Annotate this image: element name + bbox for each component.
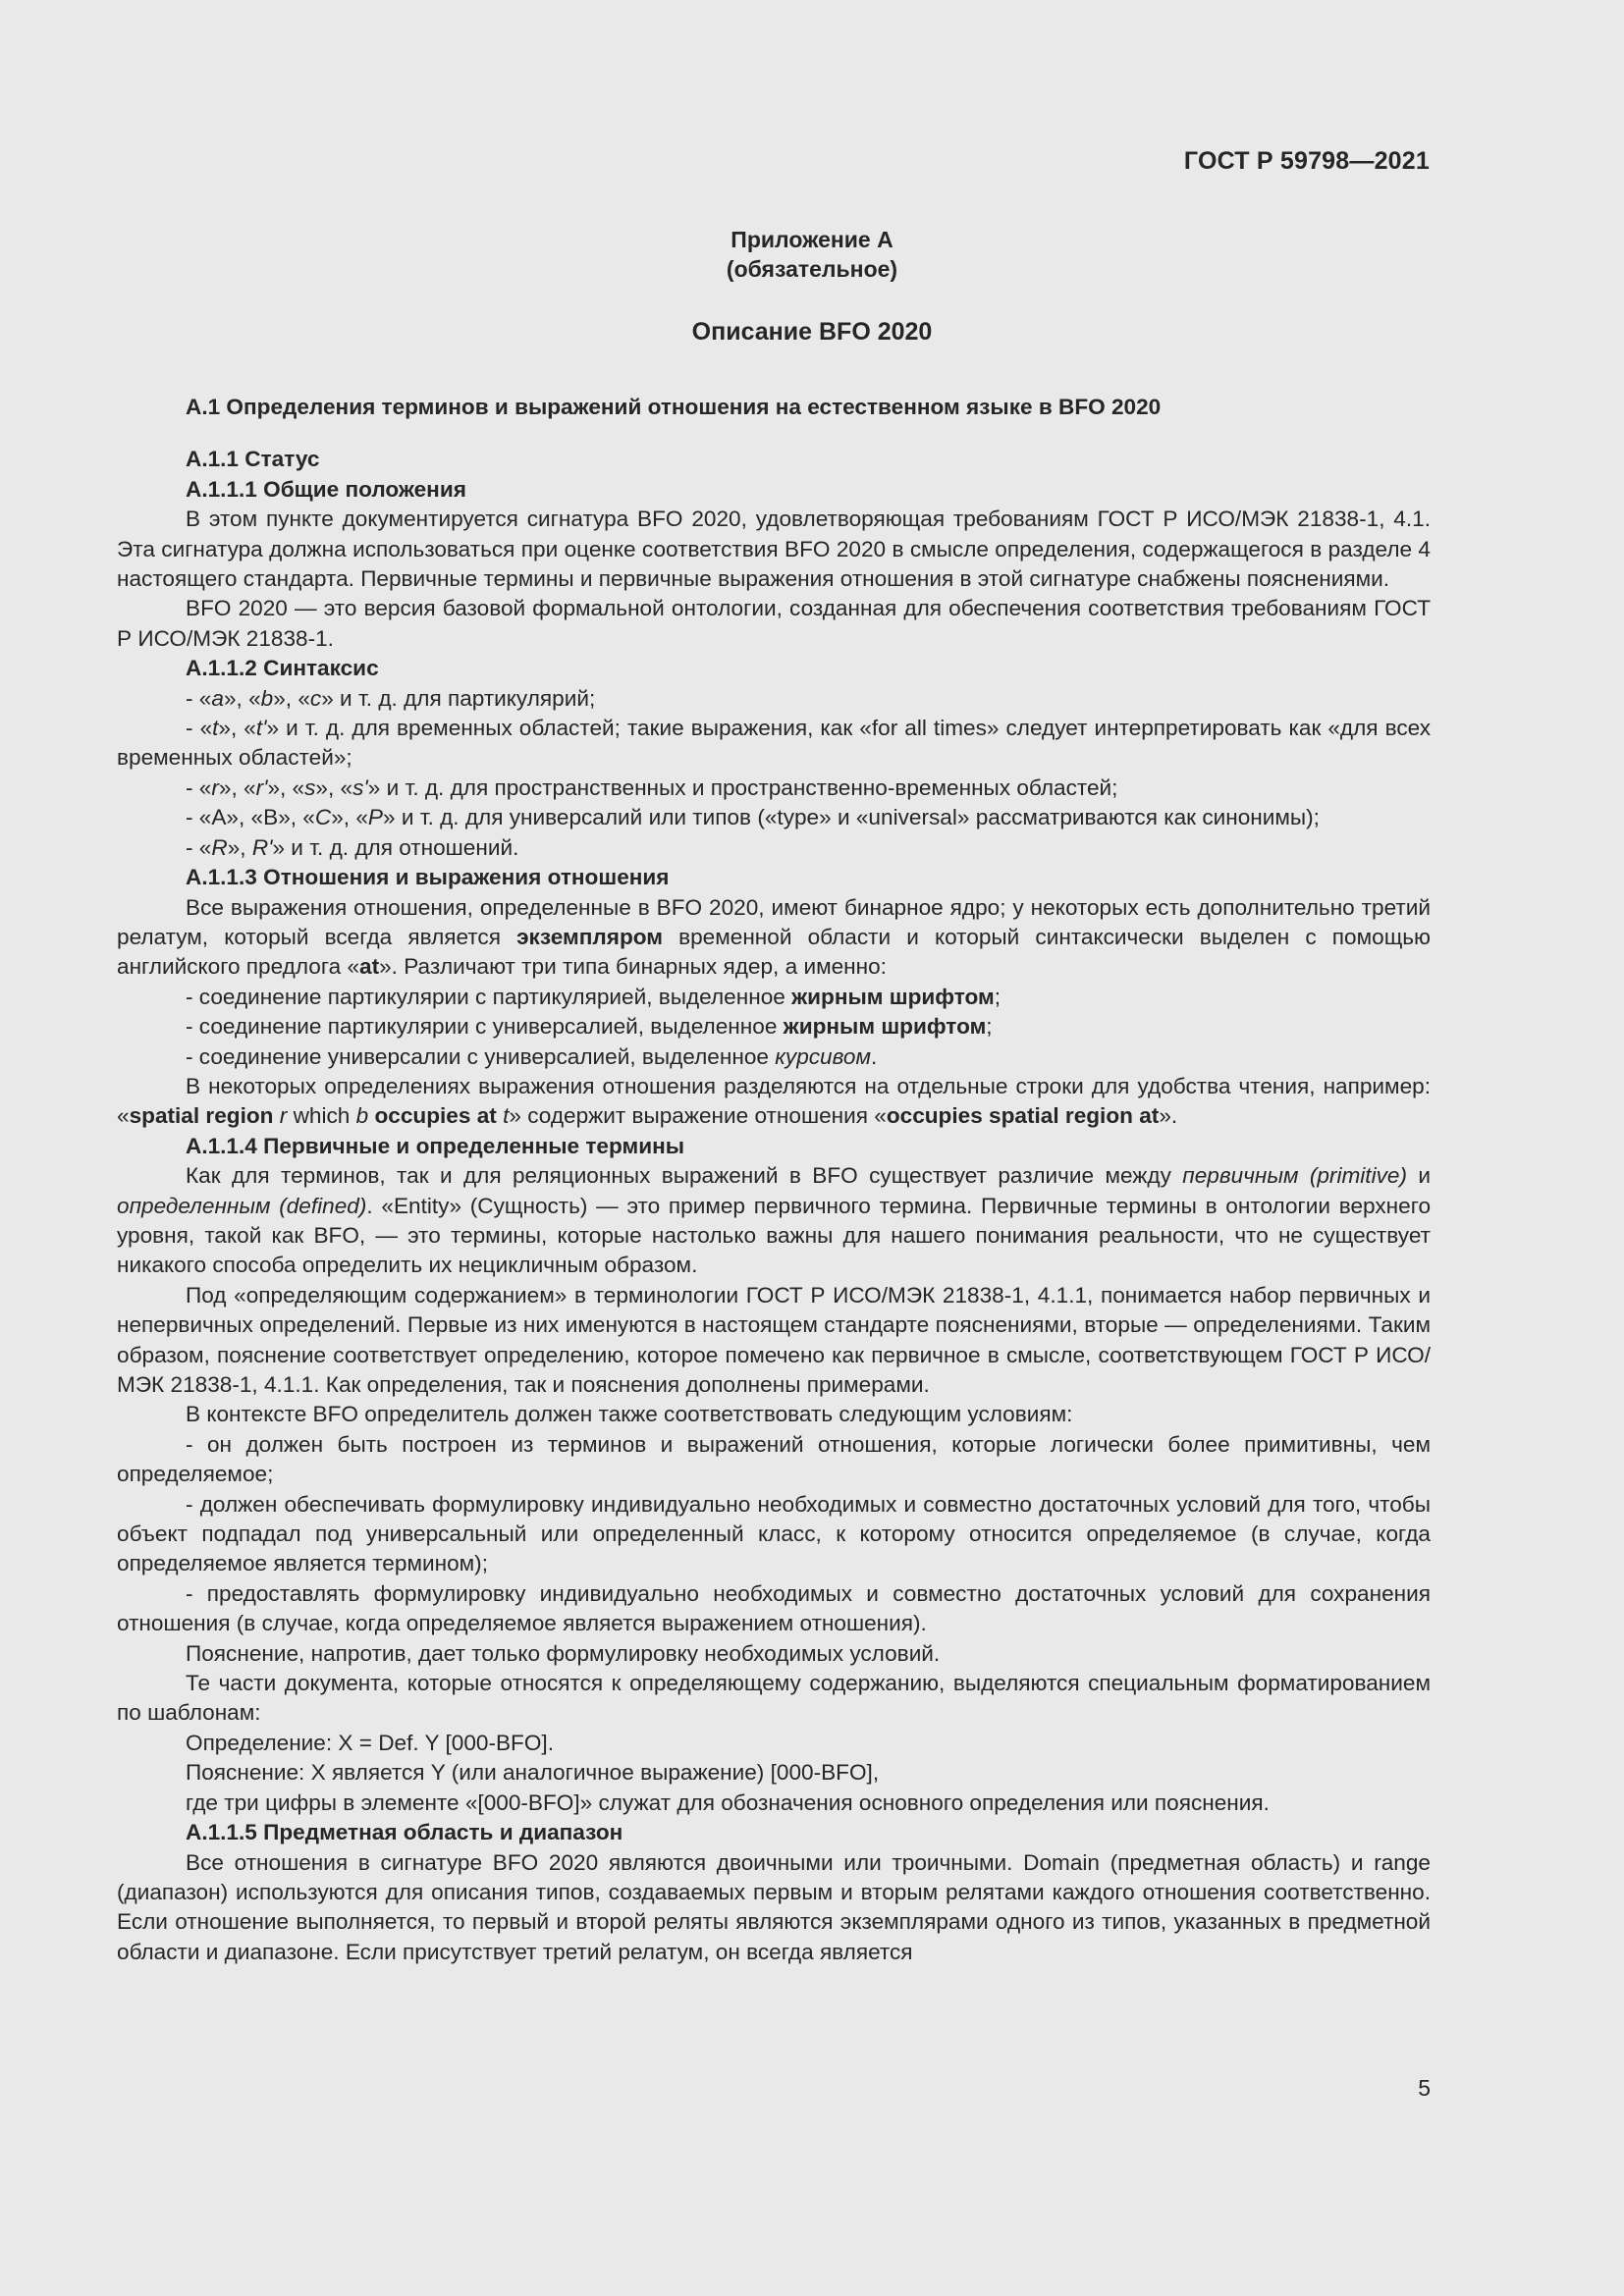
- paragraph: - предоставлять формулировку индивидуально необходимых и совместно достаточных условий для сохранения отношения (в случае, когда определяемое является выражением отношения).: [117, 1580, 1431, 1636]
- document-body: [117, 393, 1431, 1967]
- list-item: - соединение партикулярии с универсалией, выделенное жирным шрифтом;: [186, 1014, 993, 1040]
- paragraph: В контексте BFO определитель должен также соответствовать следующим условиям:: [186, 1402, 1073, 1427]
- paragraph: Все выражения отношения, определенные в BFO 2020, имеют бинарное ядро; у некоторых есть дополнительно третий релатум, который всегда является экземпляром временной области и который синтаксически выделен с помощью английского предлога «at». Различают три типа бинарных ядер, а именно:: [117, 894, 1432, 980]
- paragraph: Пояснение, напротив, дает только формулировку необходимых условий.: [186, 1640, 941, 1666]
- syntax-item: - «t», «t'» и т. д. для временных областей; такие выражения, как «for all times» следует интерпретировать как «для всех временных областей»;: [117, 716, 1431, 771]
- section-heading-a114: А.1.1.4 Первичные и определенные термины: [186, 1133, 685, 1158]
- paragraph: Те части документа, которые относятся к определяющему содержанию, выделяются специальным форматированием по шаблонам:: [117, 1671, 1431, 1726]
- page-number: 5: [1418, 2075, 1431, 2101]
- document-number: ГОСТ Р 59798—2021: [1183, 147, 1430, 175]
- annex-status: (обязательное): [726, 256, 898, 282]
- list-item: - соединение универсалии с универсалией, выделенное курсивом.: [186, 1043, 878, 1069]
- paragraph: Под «определяющим содержанием» в терминологии ГОСТ Р ИСО/МЭК 21838-1, 4.1.1, понимается набор первичных и непервичных определений. Первые из них именуются в настоящем стандарте пояснениями, вторые — определениями. Таким образом, пояснение соответствует определению, которое помечено как первичное в смысле, соответствующем ГОСТ Р ИСО/МЭК 21838-1, 4.1.1. Как определения, так и пояснения дополнены примерами.: [117, 1282, 1431, 1397]
- section-heading-a112: А.1.1.2 Синтаксис: [186, 656, 379, 681]
- paragraph: BFO 2020 — это версия базовой формальной онтологии, созданная для обеспечения соответствия требованиям ГОСТ Р ИСО/МЭК 21838-1.: [117, 596, 1431, 651]
- section-heading-a113: А.1.1.3 Отношения и выражения отношения: [186, 865, 670, 890]
- paragraph: Как для терминов, так и для реляционных выражений в BFO существует различие между первичным (primitive) и определенным (defined). «Entity» (Сущность) — это пример первичного термина. Первичные термины в онтологии верхнего уровня, такой как BFO, — это термины, которые настолько важны для нашего понимания реальности, что не существует никакого способа определить их нецикличным образом.: [117, 1163, 1432, 1278]
- syntax-item: - «R», R'» и т. д. для отношений.: [186, 834, 519, 860]
- paragraph: - должен обеспечивать формулировку индивидуально необходимых и совместно достаточных условий для того, чтобы объект подпадал под универсальный или определенный класс, к которому относится определяемое (в случае, когда определяемое является термином);: [117, 1491, 1431, 1576]
- section-heading-a11: А.1.1 Статус: [186, 447, 320, 472]
- template-explanation: Пояснение: X является Y (или аналогичное выражение) [000-BFO],: [186, 1760, 880, 1786]
- paragraph: В некоторых определениях выражения отношения разделяются на отдельные строки для удобства чтения, например: «spatial region r which b occupies at t» содержит выражение отношения «occupies spatial region at».: [117, 1073, 1431, 1129]
- syntax-item: - «r», «r'», «s», «s'» и т. д. для пространственных и пространственно-временных областей;: [186, 774, 1118, 800]
- paragraph: Все отношения в сигнатуре BFO 2020 являются двоичными или троичными. Domain (предметная область) и range (диапазон) используются для описания типов, создаваемых первым и вторым релятами каждого отношения соответственно. Если отношение выполняется, то первый и второй реляты являются экземплярами одного из типов, указанных в предметной области и диапазоне. Если присутствует третий релатум, он всегда является: [117, 1849, 1431, 1964]
- section-heading-a115: А.1.1.5 Предметная область и диапазон: [186, 1820, 623, 1845]
- paragraph: В этом пункте документируется сигнатура BFO 2020, удовлетворяющая требованиям ГОСТ Р ИСО/МЭК 21838-1, 4.1. Эта сигнатура должна использоваться при оценке соответствия BFO 2020 в смысле определения, содержащегося в разделе 4 настоящего стандарта. Первичные термины и первичные выражения отношения в этой сигнатуре снабжены пояснениями.: [117, 507, 1431, 592]
- paragraph: где три цифры в элементе «[000-BFO]» служат для обозначения основного определения или пояснения.: [186, 1789, 1270, 1815]
- template-definition: Определение: X = Def. Y [000-BFO].: [186, 1730, 554, 1755]
- paragraph: - он должен быть построен из терминов и выражений отношения, которые логически более примитивны, чем определяемое;: [117, 1431, 1431, 1487]
- section-heading-a111: А.1.1.1 Общие положения: [186, 476, 466, 502]
- annex-label: [0, 225, 1624, 284]
- section-heading-a1: А.1 Определения терминов и выражений отношения на естественном языке в BFO 2020: [186, 395, 1162, 419]
- syntax-item: - «a», «b», «c» и т. д. для партикулярий;: [186, 685, 596, 711]
- annex-title: Приложение А: [731, 227, 893, 252]
- annex-heading: Описание BFO 2020: [691, 318, 933, 346]
- list-item: - соединение партикулярии с партикулярией, выделенное жирным шрифтом;: [186, 984, 1001, 1009]
- syntax-item: - «A», «B», «C», «P» и т. д. для универсалий или типов («type» и «universal» рассматриваются как синонимы);: [186, 805, 1320, 830]
